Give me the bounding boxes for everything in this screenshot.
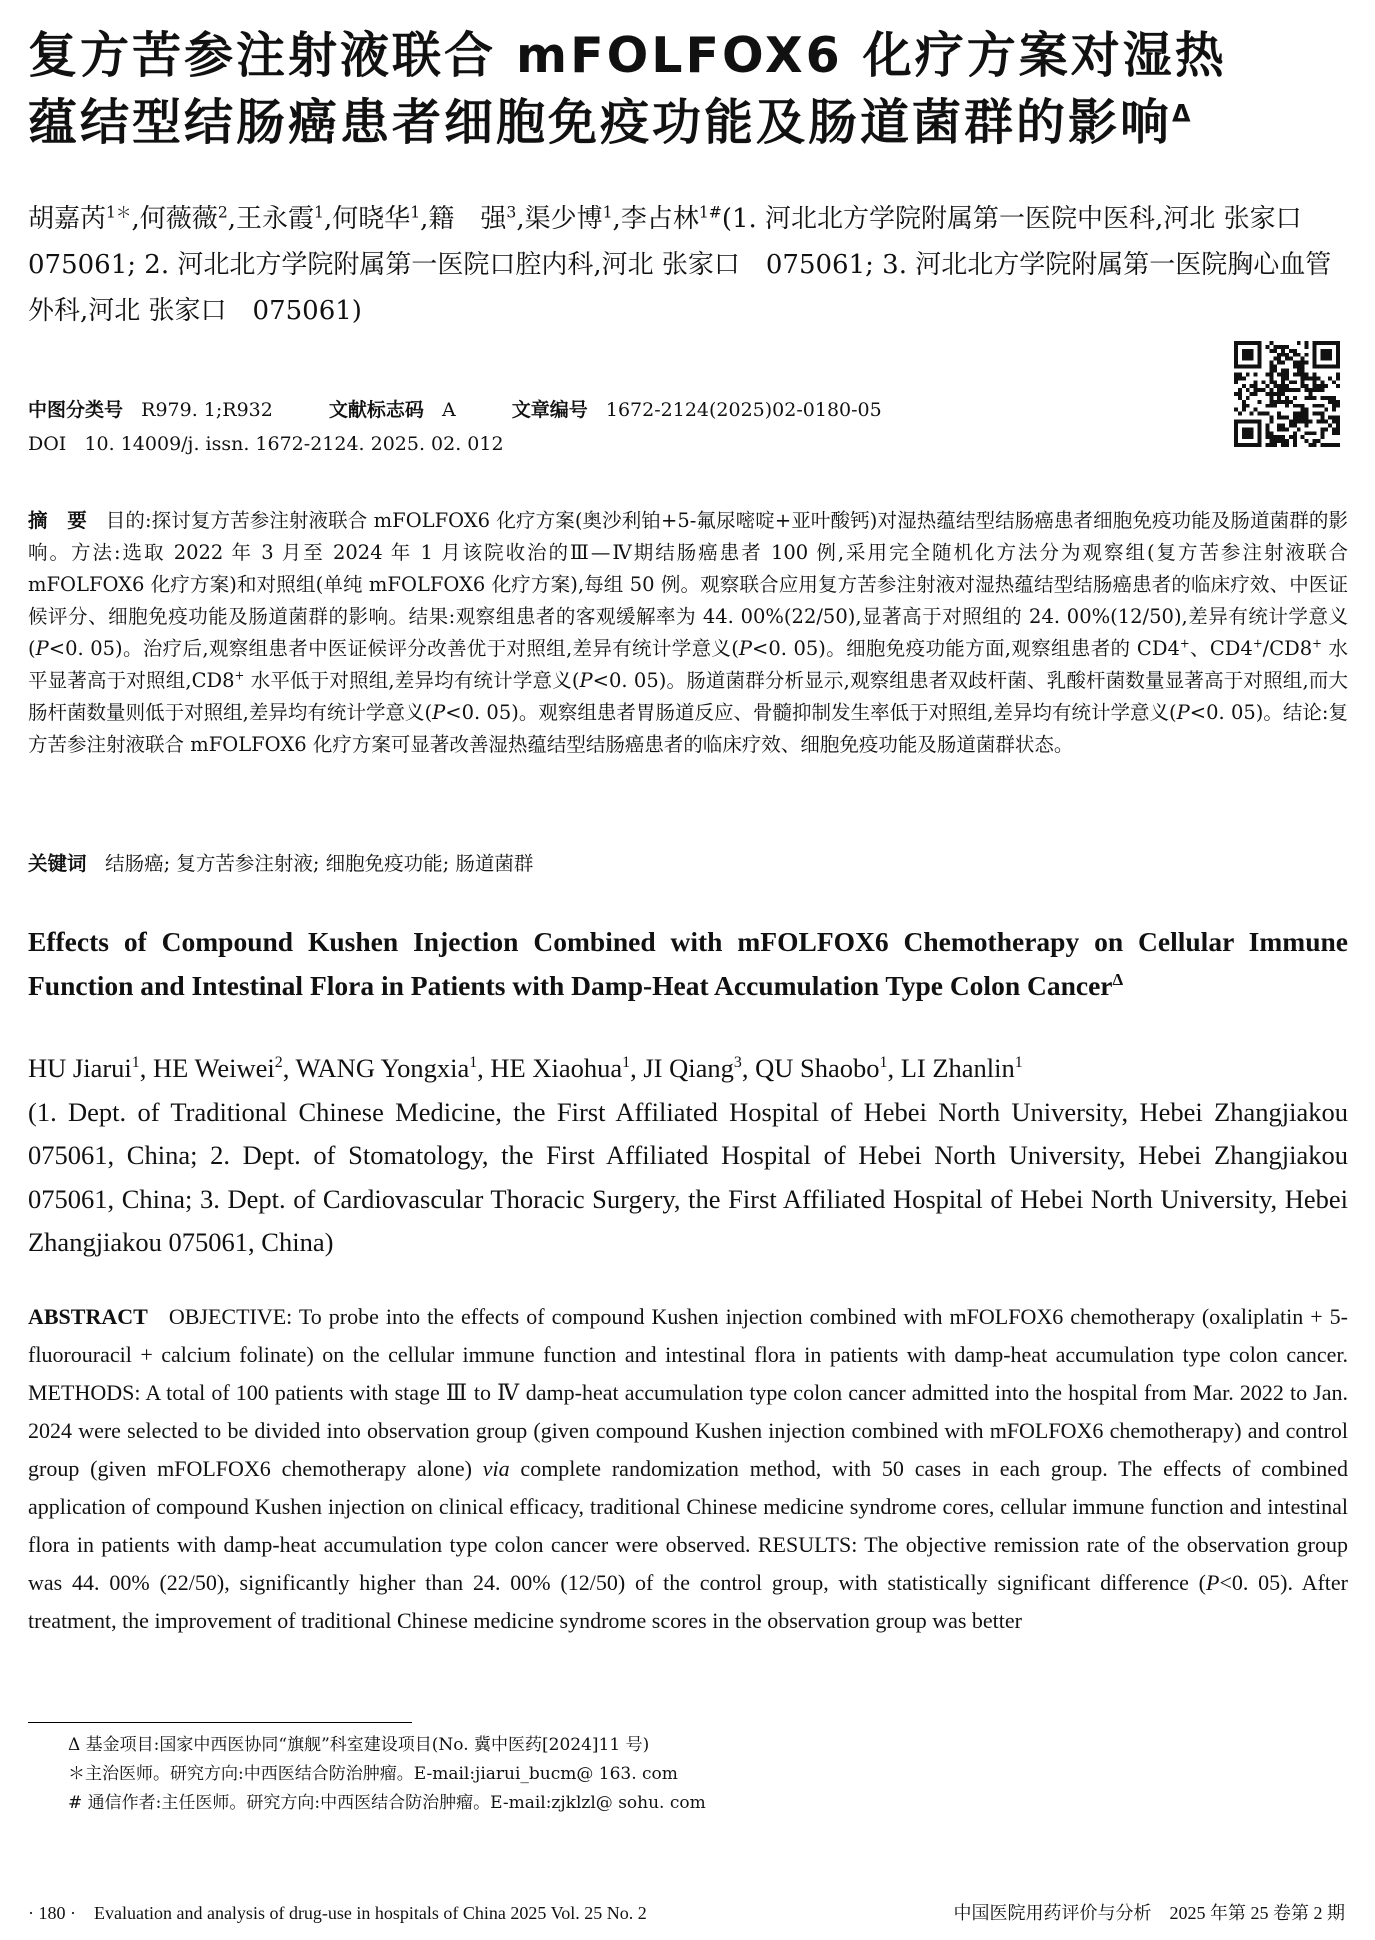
- article-title-en: [28, 920, 1348, 1008]
- author-affiliation-mark: 1＊: [106, 203, 132, 222]
- abstract-en-text: complete randomization method, with 50 cases in each group. The effects of combined application of compound Kushen injection on clinical efficacy, traditional Chinese medicine syndrome cores, cellular immune function and intestinal flora in patients with damp-heat accumulation type colon cancer were observed. RESULTS: The objective remission rate of the observation group was 44. 00% (22/50), significantly higher than 24. 00% (12/50) of the control group, with statistically significant difference (: [28, 1456, 1348, 1595]
- footer-journal-en: · 180 · Evaluation and analysis of drug-use in hospitals of China 2025 Vol. 25 No. 2: [28, 1903, 647, 1923]
- abstract-en-italic: P: [1206, 1570, 1220, 1595]
- doc-code-label: 文献标志码: [328, 399, 424, 421]
- abstract-cn-text: 水平显著高于对照组,CD8: [28, 637, 1349, 692]
- abstract-cn-text: 水平低于对照组,差异均有统计学意义(: [244, 669, 580, 692]
- article-number-label: 文章编号: [511, 399, 588, 421]
- abstract-en-text: <0. 05). After treatment, the improvement of traditional Chinese medicine syndrome scores in the observation group was better: [28, 1570, 1349, 1633]
- affiliations-cn: (1. 河北北方学院附属第一医院中医科,河北 张家口 075061; 2. 河北北方学院附属第一医院口腔内科,河北 张家口 075061; 3. 河北北方学院附属第一医院胸心血管外科,河北 张家口 075061): [28, 204, 1332, 326]
- abstract-cn-text: <0. 05)。细胞免疫功能方面,观察组患者的 CD4: [752, 637, 1180, 660]
- author-name: WANG Yongxia: [295, 1053, 470, 1083]
- author-name: 李占林: [620, 204, 699, 234]
- author-affiliation-mark: 3: [506, 203, 517, 222]
- abstract-cn-text: <0. 05)。治疗后,观察组患者中医证候评分改善优于对照组,差异有统计学意义(: [48, 637, 739, 660]
- title-cn-line-2-text: 蕴结型结肠癌患者细胞免疫功能及肠道菌群的影响: [28, 94, 1173, 151]
- abstract-cn-italic: P: [432, 701, 446, 724]
- doc-code-value: A: [442, 399, 456, 421]
- author-name: HE Xiaohua: [490, 1053, 623, 1083]
- abstract-cn-text: 目的:探讨复方苦参注射液联合 mFOLFOX6 化疗方案(奥沙利铂+5-氟尿嘧啶+亚叶酸钙)对湿热蕴结型结肠癌患者细胞免疫功能及肠道菌群的影响。方法:选取 2022 年 3 月至 2024 年 1 月该院收治的Ⅲ—Ⅳ期结肠癌患者 100 例,采用完全随机化方法分为观察组(复方苦参注射液联合 mFOLFOX6 化疗方案)和对照组(单纯 mFOLFOX6 化疗方案),每组 50 例。观察联合应用复方苦参注射液对湿热蕴结型结肠癌患者的临床疗效、中医证候评分、细胞免疫功能及肠道菌群的影响。结果:观察组患者的客观缓解率为 44. 00%(22/50),显著高于对照组的 24. 00%(12/50),差异有统计学意义(: [28, 509, 1348, 660]
- author-list-en: HU Jiarui$^1$, HE Weiwei$^2$, WANG Yongxia$^1$, HE Xiaohua$^1$, JI Qiang$^3$, QU Shaobo$^1$, LI Zhanlin$^1$: [28, 1053, 1023, 1083]
- author-name: HE Weiwei: [152, 1053, 275, 1083]
- abstract-cn-superscript: +: [1179, 636, 1190, 651]
- author-affiliation-mark: 1: [410, 203, 421, 222]
- affiliations-en: (1. Dept. of Traditional Chinese Medicine, the First Affiliated Hospital of Hebei North University, Hebei Zhangjiakou 075061, China; 2. Dept. of Stomatology, the First Affiliated Hospital of Hebei North University, Hebei Zhangjiakou 075061, China; 3. Dept. of Cardiovascular Thoracic Surgery, the First Affiliated Hospital of Hebei North University, Hebei Zhangjiakou 075061, China): [28, 1096, 1348, 1257]
- author-affiliation-mark: 2: [274, 1054, 283, 1072]
- title-cn-line-1: 复方苦参注射液联合 mFOLFOX6 化疗方案对湿热: [28, 27, 1227, 84]
- abstract-en: [28, 1298, 1348, 1640]
- doi-row: [28, 429, 504, 459]
- authors-en: [28, 1047, 1348, 1265]
- author-name: 渠少博: [524, 204, 603, 234]
- abstract-cn-text: <0. 05)。肠道菌群分析显示,观察组患者双歧杆菌、乳酸杆菌数量显著高于对照组,而大肠杆菌数量则低于对照组,差异均有统计学意义(: [28, 669, 1348, 724]
- author-affiliation-mark: 2: [217, 203, 228, 222]
- fund-mark: Δ: [1172, 99, 1194, 128]
- author-affiliation-mark: 3: [733, 1054, 742, 1072]
- author-affiliation-mark: 1: [879, 1054, 888, 1072]
- author-name: 胡嘉芮: [28, 204, 107, 234]
- abstract-cn-italic: P: [579, 669, 593, 692]
- footer-journal-cn: 中国医院用药评价与分析 2025 年第 25 卷第 2 期: [953, 1903, 1345, 1923]
- footnote-divider: [28, 1722, 412, 1723]
- clc-label: 中图分类号: [28, 399, 124, 421]
- abstract-cn-text: 、CD4: [1189, 637, 1253, 660]
- author-affiliation-mark: 1: [469, 1054, 478, 1072]
- title-en-text: Effects of Compound Kushen Injection Combined with mFOLFOX6 Chemotherapy on Cellular Immune Function and Intestinal Flora in Patients with Damp-Heat Accumulation Type Colon Cancer: [28, 926, 1348, 1001]
- author-affiliation-mark: 1#: [698, 203, 722, 222]
- author-affiliation-mark: 1: [131, 1054, 140, 1072]
- author-name: 何晓华: [332, 204, 411, 234]
- author-name: LI Zhanlin: [900, 1053, 1015, 1083]
- abstract-cn-superscript: +: [1252, 636, 1263, 651]
- abstract-cn-text: <0. 05)。结论:复方苦参注射液联合 mFOLFOX6 化疗方案可显著改善湿热蕴结型结肠癌患者的临床疗效、细胞免疫功能及肠道菌群状态。: [28, 701, 1349, 756]
- author-name: 何薇薇: [139, 204, 218, 234]
- abstract-cn-label: 摘 要: [28, 509, 87, 532]
- abstract-cn-superscript: +: [234, 668, 245, 683]
- abstract-en-text: OBJECTIVE: To probe into the effects of compound Kushen injection combined with mFOLFOX6 chemotherapy (oxaliplatin + 5-fluorouracil + calcium folinate) on the cellular immune function and intestinal flora in patients with damp-heat accumulation type colon cancer. METHODS: A total of 100 patients with stage Ⅲ to Ⅳ damp-heat accumulation type colon cancer admitted into the hospital from Mar. 2022 to Jan. 2024 were selected to be divided into observation group (given compound Kushen injection combined with mFOLFOX6 chemotherapy) and control group (given mFOLFOX6 chemotherapy alone): [28, 1304, 1349, 1481]
- abstract-cn-text: /CD8: [1262, 637, 1313, 660]
- abstract-cn-italic: P: [35, 637, 49, 660]
- abstract-cn-text: <0. 05)。观察组患者胃肠道反应、骨髓抑制发生率低于对照组,差异均有统计学意义(: [445, 701, 1177, 724]
- keywords-cn-label: 关键词: [28, 852, 87, 875]
- abstract-cn: [28, 505, 1348, 761]
- abstract-en-italic: via: [482, 1456, 510, 1481]
- doi-label: DOI: [28, 433, 67, 455]
- author-affiliation-mark: 1: [1014, 1054, 1023, 1072]
- article-number-value: 1672-2124(2025)02-0180-05: [605, 399, 882, 421]
- clc-value: R979. 1;R932: [141, 399, 273, 421]
- abstract-cn-superscript: +: [1312, 636, 1322, 651]
- keywords-cn: [28, 848, 533, 880]
- author-name: 王永霞: [236, 204, 315, 234]
- keywords-cn-value: 结肠癌; 复方苦参注射液; 细胞免疫功能; 肠道菌群: [105, 852, 534, 875]
- author-name: HU Jiarui: [28, 1053, 132, 1083]
- abstract-en-body: [28, 1304, 1348, 1633]
- author-name: QU Shaobo: [755, 1053, 880, 1083]
- qr-code-icon: [1233, 341, 1341, 447]
- author-name: JI Qiang: [643, 1053, 734, 1083]
- footnote-first-author: ＊主治医师。研究方向:中西医结合防治肿瘤。E-mail:jiarui_bucm@ 163. com: [68, 1764, 678, 1784]
- doi-link[interactable]: 10. 14009/j. issn. 1672-2124. 2025. 02. 012: [84, 433, 504, 455]
- abstract-cn-italic: P: [738, 637, 752, 660]
- classification-row: [28, 395, 882, 425]
- author-name: 籍 强: [428, 204, 507, 234]
- footnote-fund: Δ 基金项目:国家中西医协同“旗舰”科室建设项目(No. 冀中医药[2024]11 号): [68, 1735, 650, 1755]
- abstract-cn-body: [28, 509, 1348, 756]
- authors-cn: [28, 196, 1348, 334]
- article-title-cn: [28, 22, 1348, 156]
- author-affiliation-mark: 1: [602, 203, 613, 222]
- author-affiliation-mark: 1: [314, 203, 324, 222]
- footnote-corresponding: # 通信作者:主任医师。研究方向:中西医结合防治肿瘤。E-mail:zjklzl@ sohu. com: [68, 1793, 706, 1813]
- title-cn-line-2: [28, 89, 1348, 156]
- fund-mark-en: Δ: [1112, 969, 1124, 989]
- author-list-cn: 胡嘉芮$^{1*}$,何薇薇$^2$,王永霞$^1$,何晓华$^1$,籍 强$^3$,渠少博$^1$,李占林$^{1\#}$: [28, 203, 722, 234]
- author-affiliation-mark: 1: [622, 1054, 631, 1072]
- abstract-en-label: ABSTRACT: [28, 1304, 148, 1329]
- abstract-cn-italic: P: [1176, 701, 1190, 724]
